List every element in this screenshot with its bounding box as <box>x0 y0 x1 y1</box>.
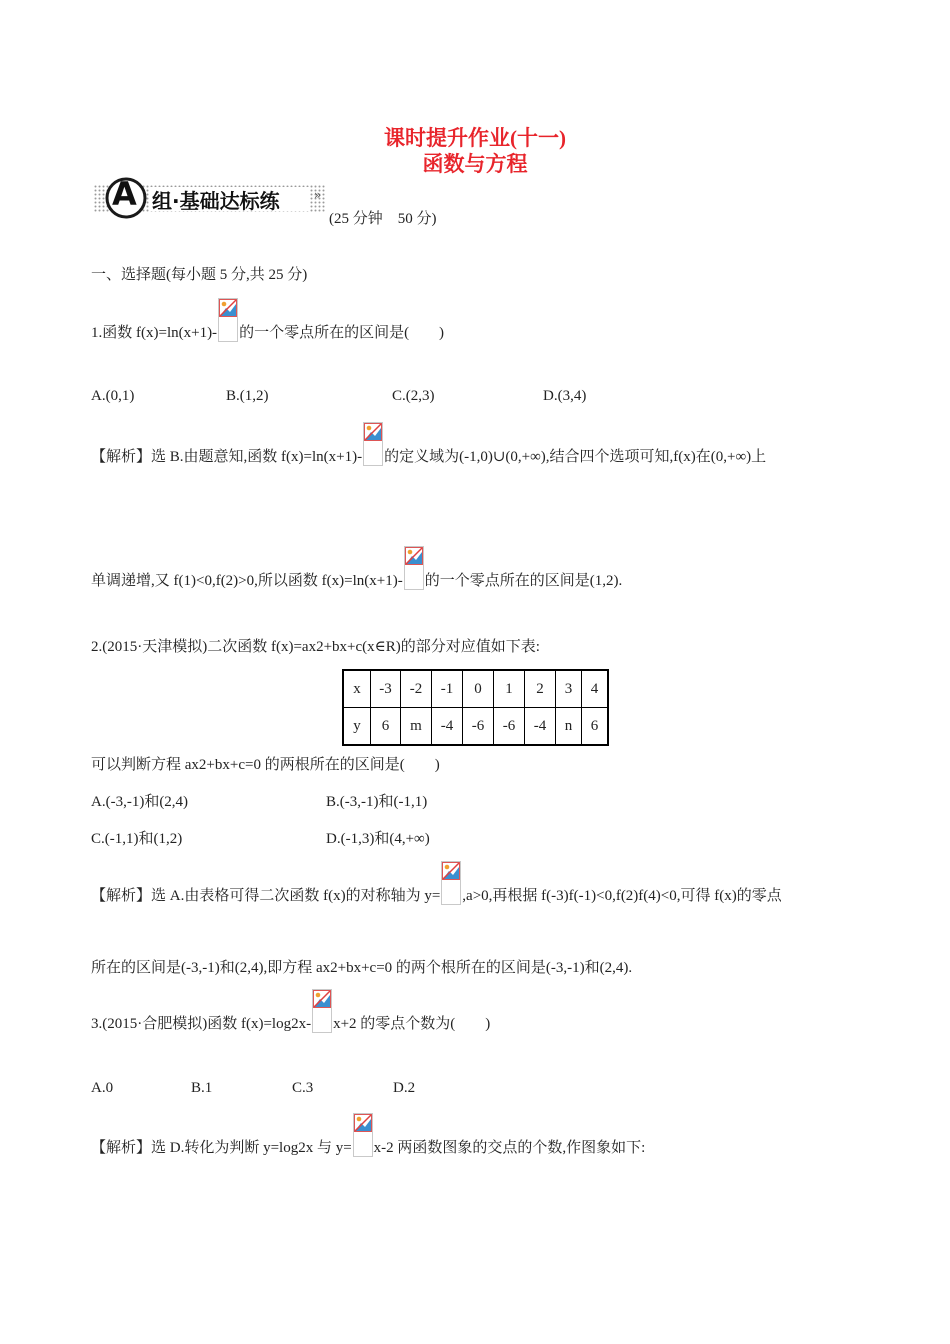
q1-analysis-text: 的定义域为(-1,0)∪(0,+∞),结合四个选项可知,f(x)在(0,+∞)上 <box>384 449 767 465</box>
table-cell: 0 <box>463 670 494 708</box>
table-cell: -4 <box>432 708 463 746</box>
q3-analysis-text: 【解析】选 D.转化为判断 y=log2x 与 y= <box>91 1140 352 1156</box>
page-title: 课时提升作业(十一) <box>384 126 566 150</box>
q2-stem: 2.(2015·天津模拟)二次函数 f(x)=ax2+bx+c(x∈R)的部分对应值如下表: <box>91 639 540 655</box>
q3-stem-text: 3.(2015·合肥模拟)函数 f(x)=log2x- <box>91 1016 312 1032</box>
q2-analysis-text: 【解析】选 A.由表格可得二次函数 f(x)的对称轴为 y= <box>91 888 441 904</box>
q1-analysis-line1 <box>91 422 766 466</box>
table-cell: -3 <box>371 670 401 708</box>
q1-stem-after: 的一个零点所在的区间是( ) <box>239 325 445 341</box>
q2-analysis-line1 <box>91 861 782 905</box>
table-cell: 4 <box>582 670 609 708</box>
broken-image-icon <box>441 861 461 905</box>
table-cell: m <box>401 708 432 746</box>
badge-letter: A <box>112 175 137 213</box>
table-cell: -6 <box>494 708 525 746</box>
q2-analysis-text: ,a>0,再根据 f(-3)f(-1)<0,f(2)f(4)<0,可得 f(x)的零点 <box>462 888 782 904</box>
table-cell: x <box>343 670 371 708</box>
time-info: (25 分钟 50 分) <box>329 211 437 227</box>
q1-analysis-line2 <box>91 546 622 590</box>
table-cell: n <box>556 708 582 746</box>
q1-analysis-text: 的一个零点所在的区间是(1,2). <box>424 573 623 589</box>
broken-image-icon <box>218 298 238 342</box>
q1-option-a: A.(0,1) <box>91 388 135 404</box>
q1-analysis-text: 单调递增,又 f(1)<0,f(2)>0,所以函数 f(x)=ln(x+1)- <box>91 573 403 589</box>
q2-option-a: A.(-3,-1)和(2,4) <box>91 794 189 810</box>
q2-stem2: 可以判断方程 ax2+bx+c=0 的两根所在的区间是( ) <box>91 757 440 773</box>
q1-analysis-text: 【解析】选 B.由题意知,函数 f(x)=ln(x+1)- <box>91 449 363 465</box>
table-row <box>343 708 608 746</box>
table-cell: -4 <box>525 708 556 746</box>
table-cell: y <box>343 708 371 746</box>
q2-option-d: D.(-1,3)和(4,+∞) <box>326 831 430 847</box>
table-cell: -2 <box>401 670 432 708</box>
table-cell: 3 <box>556 670 582 708</box>
table-row <box>343 670 608 708</box>
q2-option-c: C.(-1,1)和(1,2) <box>91 831 183 847</box>
table-cell: 6 <box>582 708 609 746</box>
table-cell: -1 <box>432 670 463 708</box>
value-table <box>342 669 609 746</box>
svg-text:»: » <box>314 188 322 202</box>
q1-option-b: B.(1,2) <box>226 388 269 404</box>
table-cell: 2 <box>525 670 556 708</box>
q3-analysis <box>91 1113 645 1157</box>
table-cell: 6 <box>371 708 401 746</box>
part-heading: 一、选择题(每小题 5 分,共 25 分) <box>91 267 308 283</box>
q3-option-a: A.0 <box>91 1080 114 1096</box>
table-cell: -6 <box>463 708 494 746</box>
q3-stem-text: x+2 的零点个数为( ) <box>333 1016 491 1032</box>
q2-analysis-line2: 所在的区间是(-3,-1)和(2,4),即方程 ax2+bx+c=0 的两个根所在的区间是(-3,-1)和(2,4). <box>91 960 633 976</box>
q1-option-c: C.(2,3) <box>392 388 435 404</box>
q3-option-c: C.3 <box>292 1080 314 1096</box>
q2-option-b: B.(-3,-1)和(-1,1) <box>326 794 428 810</box>
q3-analysis-text: x-2 两函数图象的交点的个数,作图象如下: <box>373 1140 646 1156</box>
q1-stem-before: 1.函数 f(x)=ln(x+1)- <box>91 325 218 341</box>
q3-stem <box>91 989 490 1033</box>
broken-image-icon <box>404 546 424 590</box>
badge-text: 组·基础达标练 <box>152 189 280 213</box>
broken-image-icon <box>312 989 332 1033</box>
q3-option-b: B.1 <box>191 1080 213 1096</box>
page-subtitle: 函数与方程 <box>422 152 528 176</box>
q1-option-d: D.(3,4) <box>543 388 587 404</box>
section-badge <box>94 177 326 219</box>
q1-stem <box>91 298 444 342</box>
broken-image-icon <box>353 1113 373 1157</box>
broken-image-icon <box>363 422 383 466</box>
table-cell: 1 <box>494 670 525 708</box>
q3-option-d: D.2 <box>393 1080 416 1096</box>
